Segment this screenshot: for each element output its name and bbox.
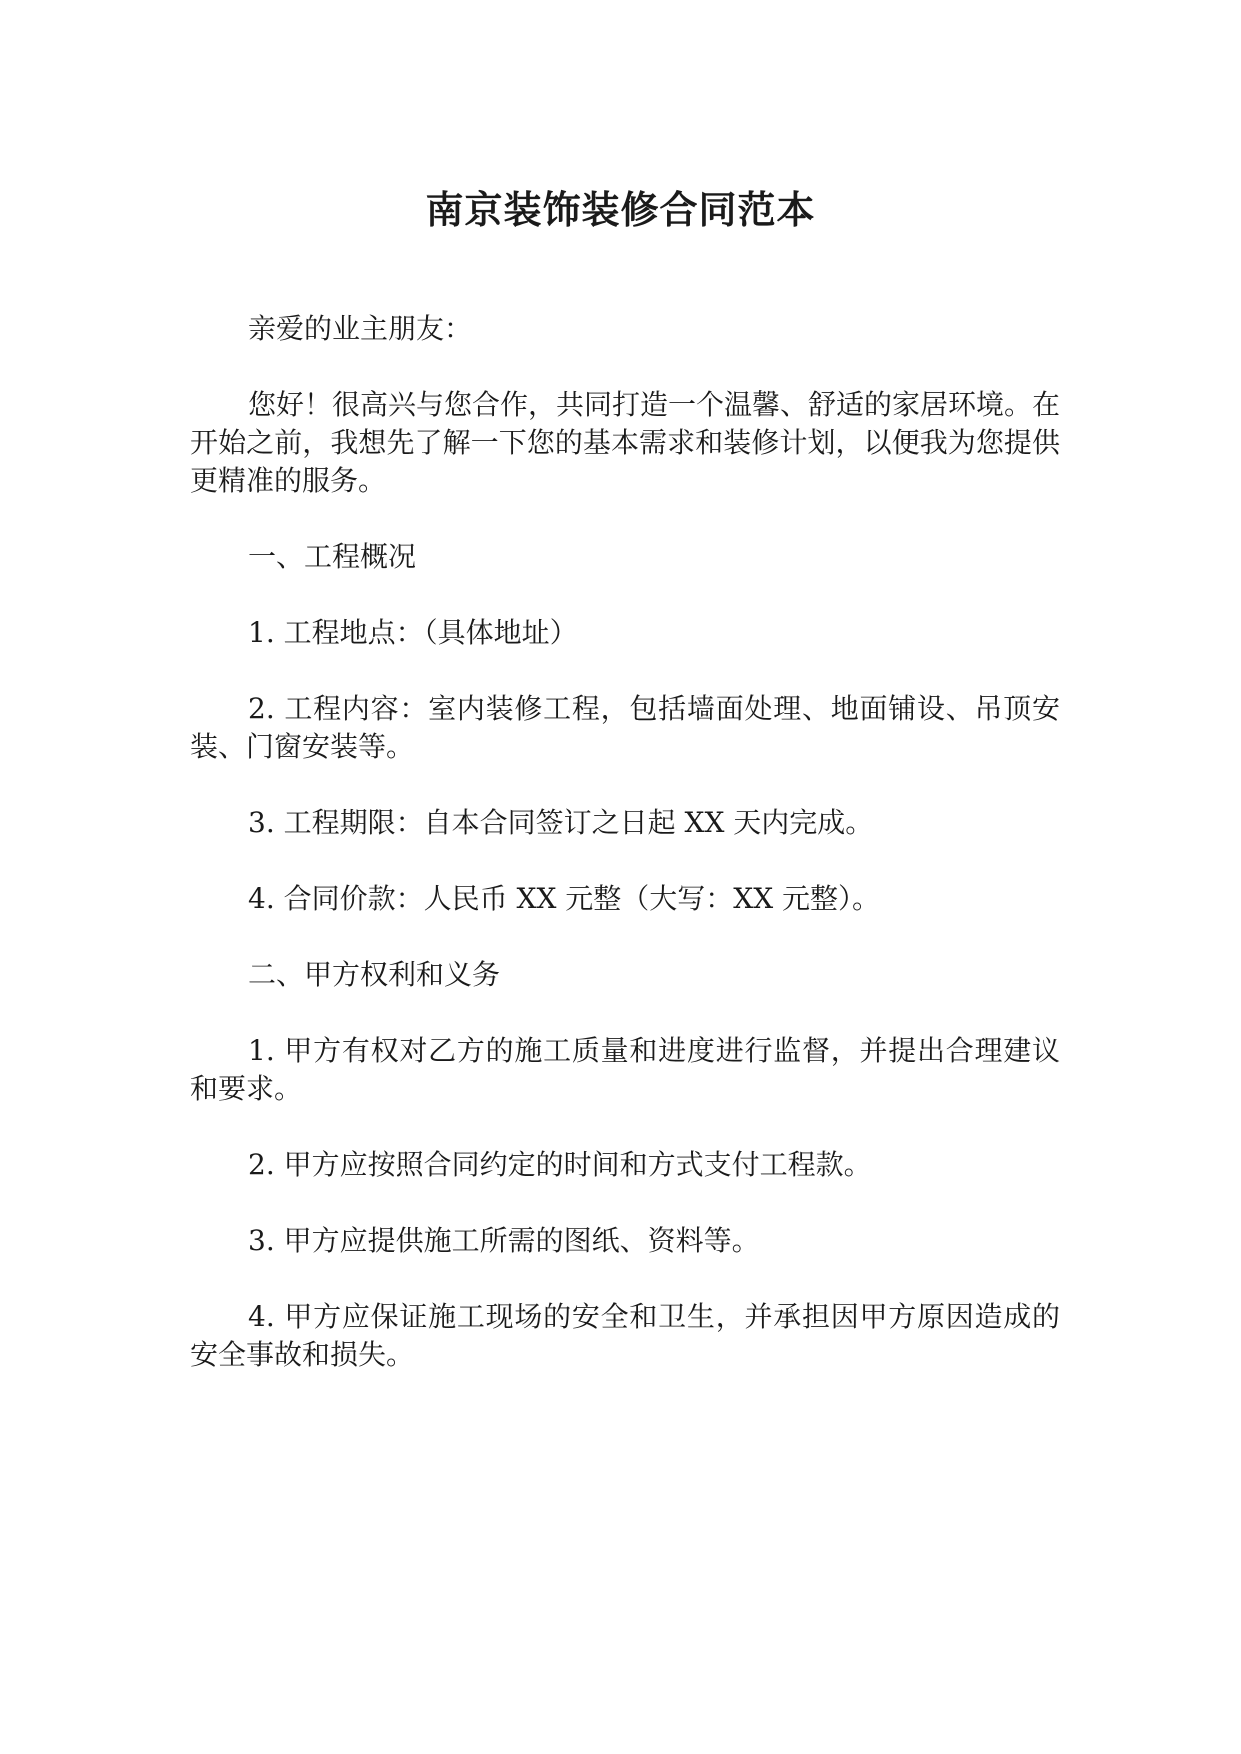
- section-heading-party-a-rights: 二、甲方权利和义务: [248, 958, 501, 991]
- list-item: 3. 工程期限：自本合同签订之日起 XX 天内完成。: [248, 806, 874, 839]
- greeting-paragraph: 亲爱的业主朋友：: [248, 312, 473, 345]
- list-item: 3. 甲方应提供施工所需的图纸、资料等。: [248, 1224, 760, 1257]
- section-heading-project-overview: 一、工程概况: [248, 540, 417, 573]
- list-item: 2. 甲方应按照合同约定的时间和方式支付工程款。: [248, 1148, 872, 1181]
- list-item: 4. 合同价款：人民币 XX 元整（大写：XX 元整）。: [248, 882, 881, 915]
- document-body: [190, 310, 1060, 1412]
- document-title: 南京装饰装修合同范本: [425, 187, 816, 232]
- list-item: 2. 工程内容：室内装修工程，包括墙面处理、地面铺设、吊顶安装、门窗安装等。: [190, 692, 1060, 763]
- list-item: 1. 甲方有权对乙方的施工质量和进度进行监督，并提出合理建议和要求。: [190, 1034, 1060, 1105]
- list-item: 4. 甲方应保证施工现场的安全和卫生，并承担因甲方原因造成的安全事故和损失。: [190, 1300, 1060, 1371]
- intro-paragraph: 您好！很高兴与您合作，共同打造一个温馨、舒适的家居环境。在开始之前，我想先了解一下您的基本需求和装修计划，以便我为您提供更精准的服务。: [190, 388, 1061, 497]
- list-item: 1. 工程地点：（具体地址）: [248, 616, 578, 649]
